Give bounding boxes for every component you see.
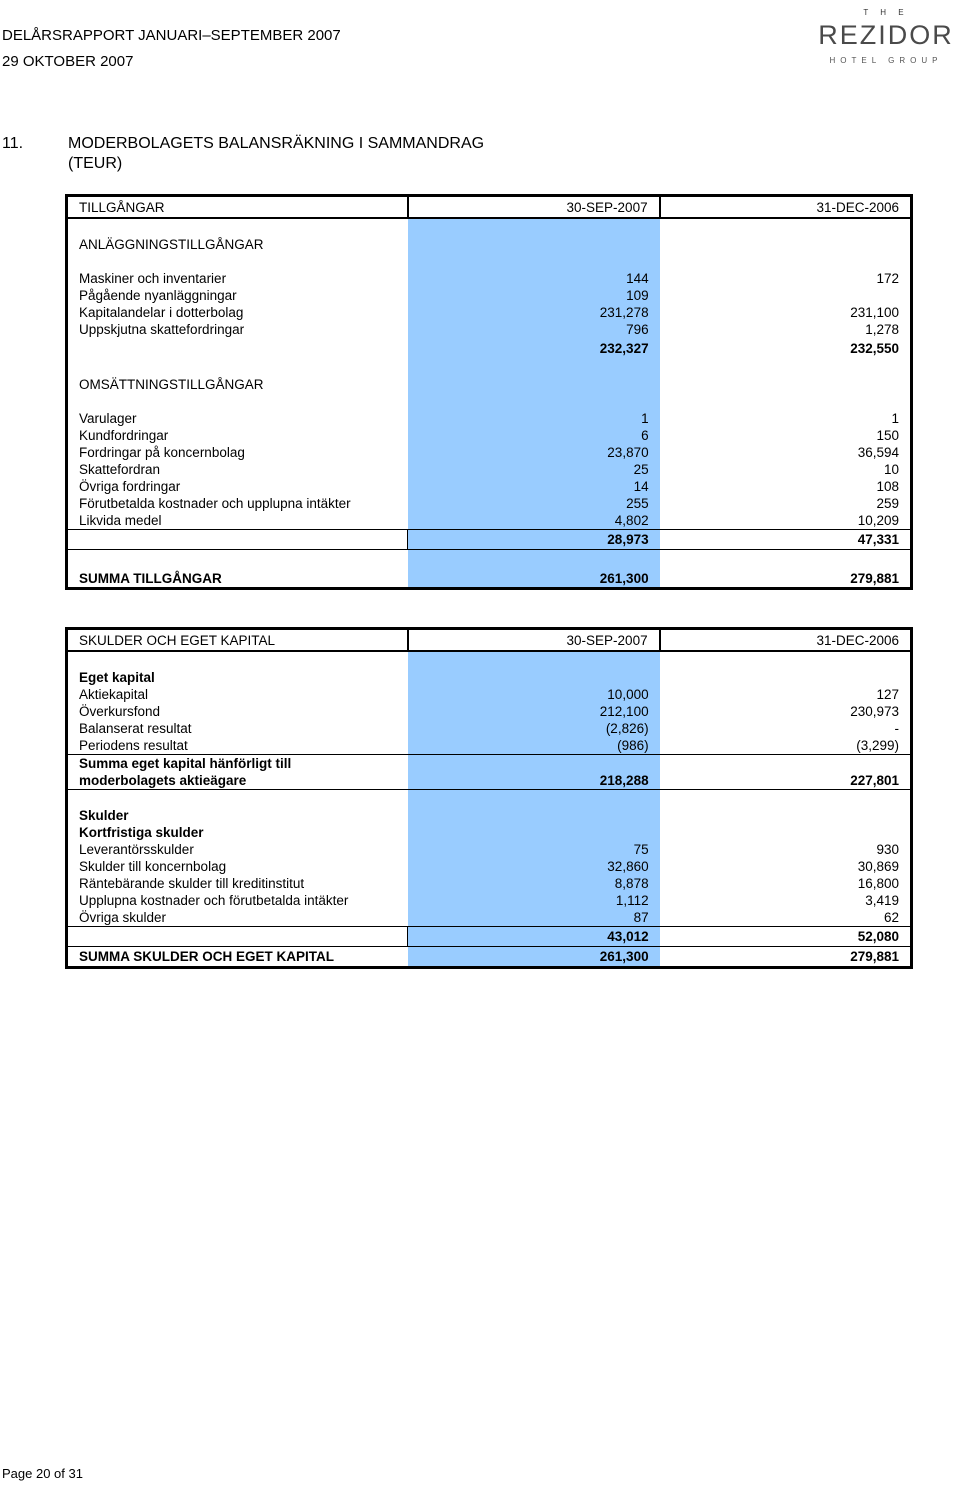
assets-table bbox=[65, 194, 913, 590]
logo-brand-text: REZIDOR bbox=[818, 20, 954, 50]
total-liabilities-label: SUMMA SKULDER OCH EGET KAPITAL bbox=[79, 949, 334, 964]
logo-bottom-text: HOTEL GROUP bbox=[829, 56, 943, 65]
table-row bbox=[67, 858, 912, 875]
row-value-2007: 144 bbox=[408, 270, 660, 287]
debt-heading: Skulder bbox=[79, 808, 129, 823]
table-row bbox=[67, 287, 912, 304]
row-value-2007: 6 bbox=[408, 427, 660, 444]
row-value-2006: 231,100 bbox=[850, 305, 899, 320]
row-value-2006: 30,869 bbox=[857, 859, 899, 874]
table-row bbox=[67, 427, 912, 444]
row-label: Förutbetalda kostnader och upplupna intäkter bbox=[79, 496, 351, 511]
row-label: Kapitalandelar i dotterbolag bbox=[79, 305, 244, 320]
row-value-2007: 109 bbox=[408, 287, 660, 304]
row-value-2006: 127 bbox=[876, 687, 899, 702]
equity-total-2006: 227,801 bbox=[660, 772, 912, 790]
row-label: Övriga skulder bbox=[79, 910, 167, 925]
row-value-2007: 255 bbox=[408, 495, 660, 512]
row-value-2007: 212,100 bbox=[408, 703, 660, 720]
table-row bbox=[67, 270, 912, 287]
fixed-assets-heading: ANLÄGGNINGSTILLGÅNGAR bbox=[79, 237, 264, 252]
table-row bbox=[67, 304, 912, 321]
row-label: Likvida medel bbox=[79, 513, 162, 528]
equity-total-label-1: Summa eget kapital hänförligt till bbox=[67, 755, 408, 773]
total-liabilities-2006: 279,881 bbox=[850, 949, 899, 964]
debt-heading-row bbox=[67, 807, 912, 824]
liabilities-header-col2: 31-DEC-2006 bbox=[660, 629, 912, 652]
row-value-2007: 25 bbox=[408, 461, 660, 478]
row-label: Räntebärande skulder till kreditinstitut bbox=[79, 876, 305, 891]
row-label: Överkursfond bbox=[79, 704, 161, 719]
row-value-2007: 231,278 bbox=[408, 304, 660, 321]
row-value-2006: 3,419 bbox=[865, 893, 899, 908]
section-number: 11. bbox=[2, 135, 24, 152]
row-value-2007: 4,802 bbox=[408, 512, 660, 530]
equity-heading-row bbox=[67, 669, 912, 686]
row-value-2007: 32,860 bbox=[408, 858, 660, 875]
fixed-assets-total-row bbox=[67, 338, 912, 359]
row-value-2007: 14 bbox=[408, 478, 660, 495]
row-value-2007: 1,112 bbox=[408, 892, 660, 909]
table-row bbox=[67, 478, 912, 495]
row-value-2006: 62 bbox=[883, 910, 899, 925]
current-total-2006: 47,331 bbox=[660, 530, 912, 550]
row-value-2007: (2,826) bbox=[408, 720, 660, 737]
row-label: Leverantörsskulder bbox=[79, 842, 194, 857]
table-row bbox=[67, 720, 912, 737]
row-value-2007: 23,870 bbox=[408, 444, 660, 461]
liabilities-table bbox=[65, 627, 913, 969]
table-row bbox=[67, 410, 912, 427]
row-label: Kundfordringar bbox=[79, 428, 169, 443]
row-label: Balanserat resultat bbox=[79, 721, 192, 736]
table-row bbox=[67, 875, 912, 892]
row-value-2006 bbox=[660, 287, 912, 304]
row-value-2007: (986) bbox=[408, 737, 660, 755]
assets-header-label: TILLGÅNGAR bbox=[67, 196, 408, 219]
table-row bbox=[67, 512, 912, 530]
equity-heading: Eget kapital bbox=[79, 670, 155, 685]
fixed-total-2006: 232,550 bbox=[850, 341, 899, 356]
row-value-2006: (3,299) bbox=[856, 738, 899, 753]
report-date: 29 OKTOBER 2007 bbox=[2, 53, 134, 70]
assets-header-col1: 30-SEP-2007 bbox=[408, 196, 660, 219]
row-label: Upplupna kostnader och förutbetalda intäkter bbox=[79, 893, 349, 908]
liabilities-header-row bbox=[67, 629, 912, 652]
row-value-2006: 1 bbox=[891, 411, 899, 426]
current-total-2007: 28,973 bbox=[408, 530, 660, 550]
row-value-2006: 172 bbox=[876, 271, 899, 286]
table-row bbox=[67, 841, 912, 858]
row-value-2007: 1 bbox=[408, 410, 660, 427]
row-value-2006: - bbox=[894, 721, 899, 736]
table-row bbox=[67, 444, 912, 461]
row-label: Pågående nyanläggningar bbox=[79, 288, 237, 303]
short-term-heading: Kortfristiga skulder bbox=[79, 825, 204, 840]
row-value-2006: 230,973 bbox=[850, 704, 899, 719]
table-row bbox=[67, 737, 912, 755]
row-label: Varulager bbox=[79, 411, 137, 426]
debt-total-2007: 43,012 bbox=[408, 927, 660, 947]
row-label: Uppskjutna skattefordringar bbox=[79, 322, 245, 337]
row-label: Maskiner och inventarier bbox=[79, 271, 227, 286]
equity-total-label-row bbox=[67, 755, 912, 773]
total-assets-label: SUMMA TILLGÅNGAR bbox=[79, 571, 222, 586]
table-row bbox=[67, 495, 912, 512]
total-assets-2006: 279,881 bbox=[850, 571, 899, 586]
section-title: MODERBOLAGETS BALANSRÄKNING I SAMMANDRAG bbox=[68, 135, 485, 152]
row-value-2006: 150 bbox=[876, 428, 899, 443]
current-assets-total-row bbox=[67, 530, 912, 550]
row-value-2007: 75 bbox=[408, 841, 660, 858]
row-value-2006: 1,278 bbox=[865, 322, 899, 337]
total-liabilities-row bbox=[67, 947, 912, 968]
fixed-total-2007: 232,327 bbox=[408, 338, 660, 359]
equity-total-label-2: moderbolagets aktieägare bbox=[67, 772, 408, 790]
assets-header-row bbox=[67, 196, 912, 219]
row-value-2007: 10,000 bbox=[408, 686, 660, 703]
row-label: Fordringar på koncernbolag bbox=[79, 445, 245, 460]
equity-total-2007: 218,288 bbox=[408, 772, 660, 790]
table-row bbox=[67, 703, 912, 720]
short-term-heading-row bbox=[67, 824, 912, 841]
row-value-2006: 930 bbox=[876, 842, 899, 857]
liabilities-header-label: SKULDER OCH EGET KAPITAL bbox=[67, 629, 408, 652]
row-label: Skulder till koncernbolag bbox=[79, 859, 227, 874]
row-value-2006: 16,800 bbox=[857, 876, 899, 891]
row-value-2006: 259 bbox=[876, 496, 899, 511]
row-value-2006: 36,594 bbox=[857, 445, 899, 460]
current-assets-heading: OMSÄTTNINGSTILLGÅNGAR bbox=[79, 377, 264, 392]
row-value-2006: 108 bbox=[876, 479, 899, 494]
page-number: Page 20 of 31 bbox=[2, 1466, 83, 1481]
row-label: Periodens resultat bbox=[79, 738, 188, 753]
debt-total-row bbox=[67, 927, 912, 947]
row-value-2006: 10,209 bbox=[857, 513, 899, 528]
table-row bbox=[67, 909, 912, 927]
row-value-2007: 8,878 bbox=[408, 875, 660, 892]
debt-total-2006: 52,080 bbox=[660, 927, 912, 947]
row-label: Övriga fordringar bbox=[79, 479, 181, 494]
row-label: Aktiekapital bbox=[79, 687, 149, 702]
assets-header-col2: 31-DEC-2006 bbox=[660, 196, 912, 219]
fixed-assets-heading-row bbox=[67, 236, 912, 253]
row-label: Skattefordran bbox=[79, 462, 161, 477]
table-row bbox=[67, 892, 912, 909]
report-title: DELÅRSRAPPORT JANUARI–SEPTEMBER 2007 bbox=[2, 27, 341, 44]
liabilities-header-col1: 30-SEP-2007 bbox=[408, 629, 660, 652]
equity-total-row bbox=[67, 772, 912, 790]
row-value-2007: 87 bbox=[408, 909, 660, 927]
current-assets-heading-row bbox=[67, 376, 912, 393]
table-row bbox=[67, 321, 912, 338]
table-row bbox=[67, 461, 912, 478]
row-value-2007: 796 bbox=[408, 321, 660, 338]
section-subtitle: (TEUR) bbox=[68, 155, 123, 172]
logo-top-text: T H E bbox=[863, 8, 909, 17]
row-value-2006: 10 bbox=[883, 462, 899, 477]
total-assets-2007: 261,300 bbox=[408, 570, 660, 589]
total-liabilities-2007: 261,300 bbox=[408, 947, 660, 968]
total-assets-row bbox=[67, 570, 912, 589]
rezidor-logo bbox=[816, 8, 956, 68]
table-row bbox=[67, 686, 912, 703]
